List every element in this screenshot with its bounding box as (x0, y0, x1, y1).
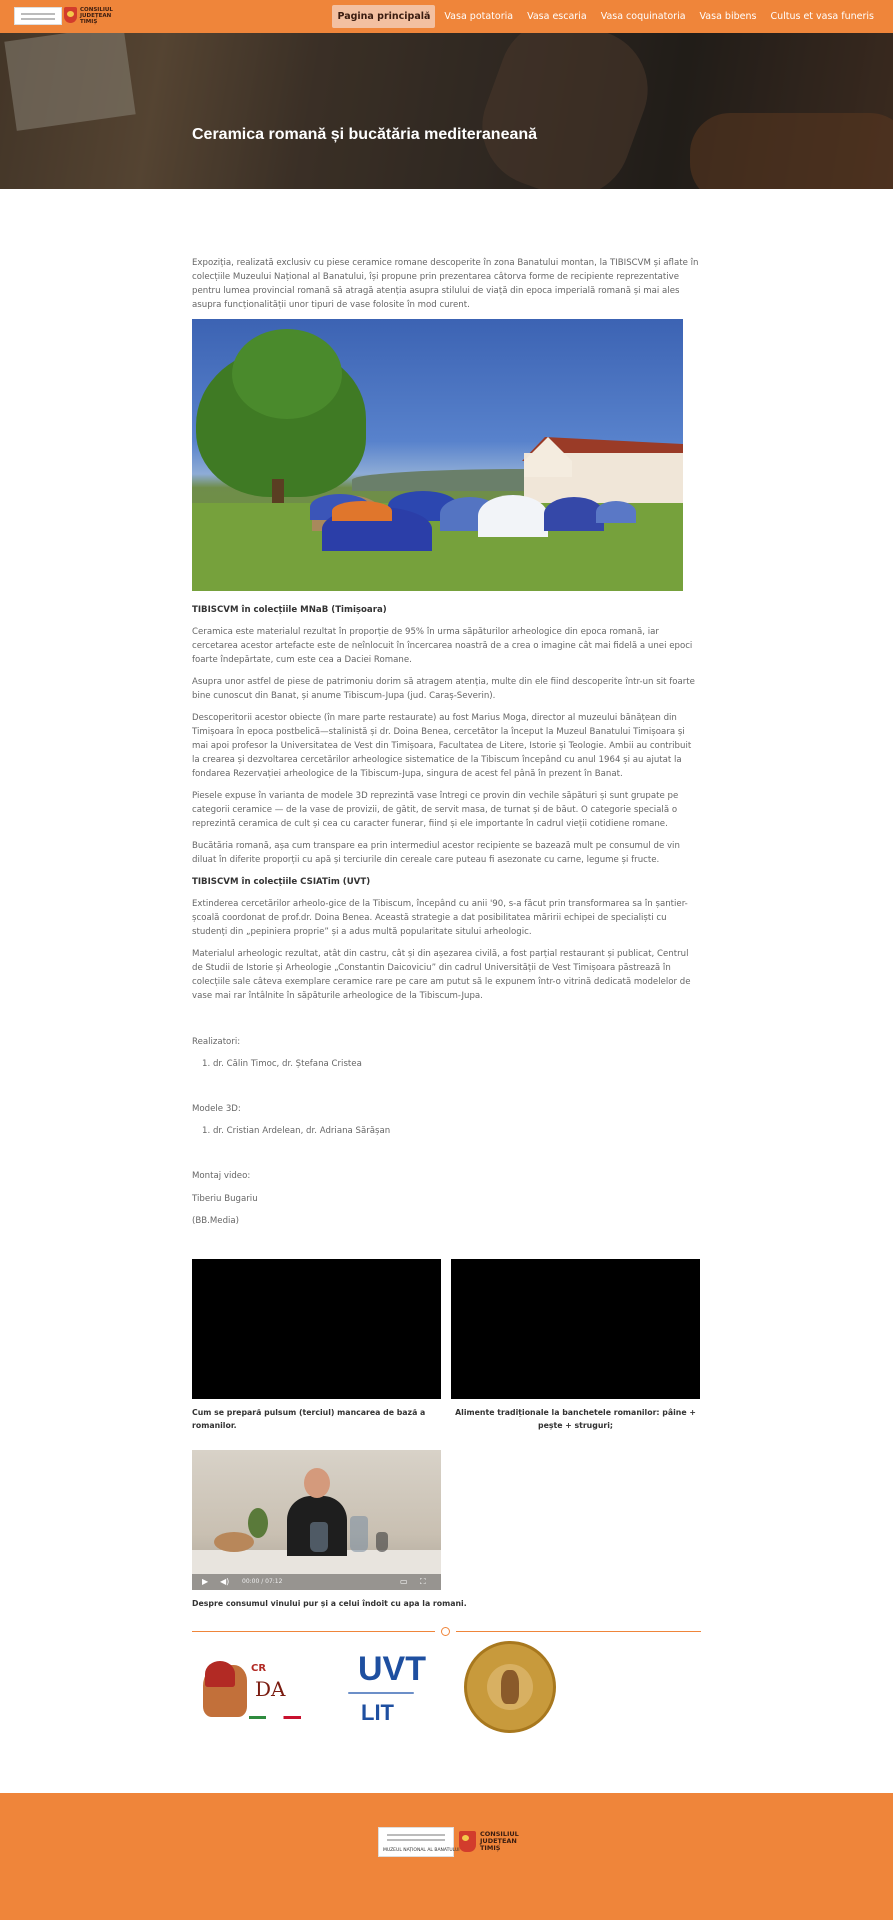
montaj-name: Tiberiu Bugariu (192, 1194, 258, 1204)
intro-paragraph: Expoziția, realizată exclusiv cu piese ceramice romane descoperite în zona Banatului montan, la TIBISCVM și aflate în colecțiile Muzeului Național al Banatului, își propune prin prezentarea câtorva forme de recipiente reprezentative pentru lumea provincial romană să atragă atenția asupra stilului de viață din epoca imperială romană și mai ales asupra funcționalității unor tipuri de vase folosite în mod curent. (192, 258, 699, 310)
video-caption-1: Cum se prepară pulsum (terciul) mancarea de bază a romanilor. (192, 1408, 426, 1430)
section-heading-mnab: TIBISCVM în colecțiile MNaB (Timișoara) (192, 605, 387, 615)
site-header (0, 0, 893, 33)
section-divider (192, 1627, 701, 1637)
fullscreen-icon[interactable]: ⛶ (420, 1577, 426, 1586)
play-icon[interactable]: ▶ (202, 1577, 209, 1586)
volume-icon[interactable]: ◀) (220, 1577, 230, 1586)
crest-icon (459, 1831, 476, 1852)
paragraph-2: Asupra unor astfel de piese de patrimoniu dorim să atragem atenția, multe din ele fiind descoperite într-un sit foarte bine cunoscut din Banat, și anume Tibiscum-Jupa (jud. Caraș-Severin). (192, 677, 695, 701)
dante-alighieri-logo[interactable]: CR DA (203, 1659, 301, 1719)
video-player-3[interactable] (192, 1450, 441, 1590)
montaj-label: Montaj video: (192, 1171, 251, 1181)
video-player-2[interactable] (451, 1259, 700, 1399)
montaj-org: (BB.Media) (192, 1216, 240, 1226)
nav-item-home[interactable]: Pagina principală (332, 5, 435, 28)
settings-icon[interactable]: ▭ (400, 1577, 408, 1586)
excavation-camp-photo (192, 319, 683, 591)
nav-item-cultus[interactable]: Cultus et vasa funeris (770, 11, 874, 22)
paragraph-3: Descoperitorii acestor obiecte (în mare parte restaurate) au fost Marius Moga, director al muzeului bănățean din Timișoara în epoca postbelică—stalinistă și dr. Doina Benea, cercetător la început la Muzeul Banatului Timișoara și mai apoi profesor la Universitatea de Vest din Timișoara, Facultatea de Litere, Istorie și Teologie. Ambii au contribuit la crearea și dezvoltarea cercetărilor arheologice sistematice de la Tibiscum începând cu anul 1964 și au ajutat la fondarea Rezervației arheologice de la Tibiscum-Jupa, singura de acest fel până în prezent în Banat. (192, 713, 692, 779)
vase-icon (501, 1670, 519, 1704)
video-caption-3: Despre consumul vinului pur și a celui îndoit cu apa la romani. (192, 1599, 467, 1608)
hero-banner (0, 33, 893, 189)
uvt-lit-logo[interactable]: UVT LIT (348, 1648, 414, 1728)
realizatori-label: Realizatori: (192, 1037, 241, 1047)
paragraph-1: Ceramica este materialul rezultat în proporție de 95% în urma săpăturilor arheologice din epoca romană, iar cercetarea acestor artefacte este de neînlocuit în încercarea noastră de a crea o imagine cât mai fidelă a unei epoci foarte îndepărtate, cum este cea a Daciei Romane. (192, 627, 693, 665)
video-player-1[interactable] (192, 1259, 441, 1399)
realizatori-list-item: 1. dr. Călin Timoc, dr. Ștefana Cristea (202, 1059, 362, 1069)
paragraph-4: Piesele expuse în varianta de modele 3D reprezintă vase întregi ce provin din vechile săpături și sunt grupate pe categorii ceramice — de la vase de provizii, de gătit, de servit masa, de turnat și de băut. O categorie specială o reprezintă ceramica de cult și cea cu caracter funerar, fiind și ele importante în cadrul vieții cotidiene romane. (192, 791, 679, 829)
page-title: Ceramica romană și bucătăria mediteraneană (192, 126, 538, 143)
nav-item-vasa-escaria[interactable]: Vasa escaria (527, 11, 587, 22)
paragraph-7: Materialul arheologic rezultat, atât din castru, cât și din așezarea civilă, a fost parțial restaurant și publicat, Centrul de Studii de Istorie și Arheologie „Constantin Daicoviciu” din cadrul Universității de Vest Timișoara păstrează în colecțiile sale câteva exemplare ceramice rare pe care am putut să le expunem într-o vitrină dedicată modelelor de vase mai rar întâlnite în săpăturile arheologice de la Tibiscum-Jupa. (192, 949, 691, 1001)
paragraph-5: Bucătăria romană, așa cum transpare ea prin intermediul acestor recipiente se bazează mult pe consumul de vin diluat în diferite proporții cu apă și terciurile din cereale care puteau fi asezonate cu carne, legume și fructe. (192, 841, 680, 865)
footer-cj-logo[interactable]: CONSILIUL JUDEȚEAN TIMIȘ (459, 1831, 519, 1855)
divider-icon (441, 1627, 450, 1636)
video-controls (192, 1574, 441, 1590)
footer-museum-logo[interactable]: MUZEUL NAȚIONAL AL BANATULUI (378, 1827, 454, 1857)
video-caption-2: Alimente tradiționale la banchetele romanilor: pâine + pește + struguri; (455, 1408, 696, 1430)
crest-icon (64, 7, 77, 23)
modele-label: Modele 3D: (192, 1104, 241, 1114)
cj-logo-text: CONSILIUL JUDEȚEAN TIMIȘ (80, 7, 113, 25)
cj-timis-logo[interactable] (64, 7, 114, 25)
nav-item-vasa-coquinatoria[interactable]: Vasa coquinatoria (600, 11, 686, 22)
csia-daicoviciu-seal[interactable] (464, 1641, 556, 1733)
main-nav (332, 5, 879, 28)
nav-item-vasa-bibens[interactable]: Vasa bibens (699, 11, 757, 22)
video-time: 00:00 / 07:12 (242, 1578, 283, 1585)
modele-list-item: 1. dr. Cristian Ardelean, dr. Adriana Sărășan (202, 1126, 391, 1136)
site-footer (0, 1793, 893, 1920)
museum-logo[interactable] (14, 7, 62, 25)
paragraph-6: Extinderea cercetărilor arheolo-gice de la Tibiscum, începând cu anii '90, s-a făcut prin transformarea sa în șantier-școală coordonat de prof.dr. Doina Benea. Această strategie a dat posibilitatea măririi echipei de specialiști cu studenți din „pepiniera proprie” și a adus multă popularitate sitului arheologic. (192, 899, 688, 937)
nav-item-vasa-potatoria[interactable]: Vasa potatoria (444, 11, 514, 22)
section-heading-uvt: TIBISCVM în colecțiile CSIATim (UVT) (192, 877, 371, 887)
